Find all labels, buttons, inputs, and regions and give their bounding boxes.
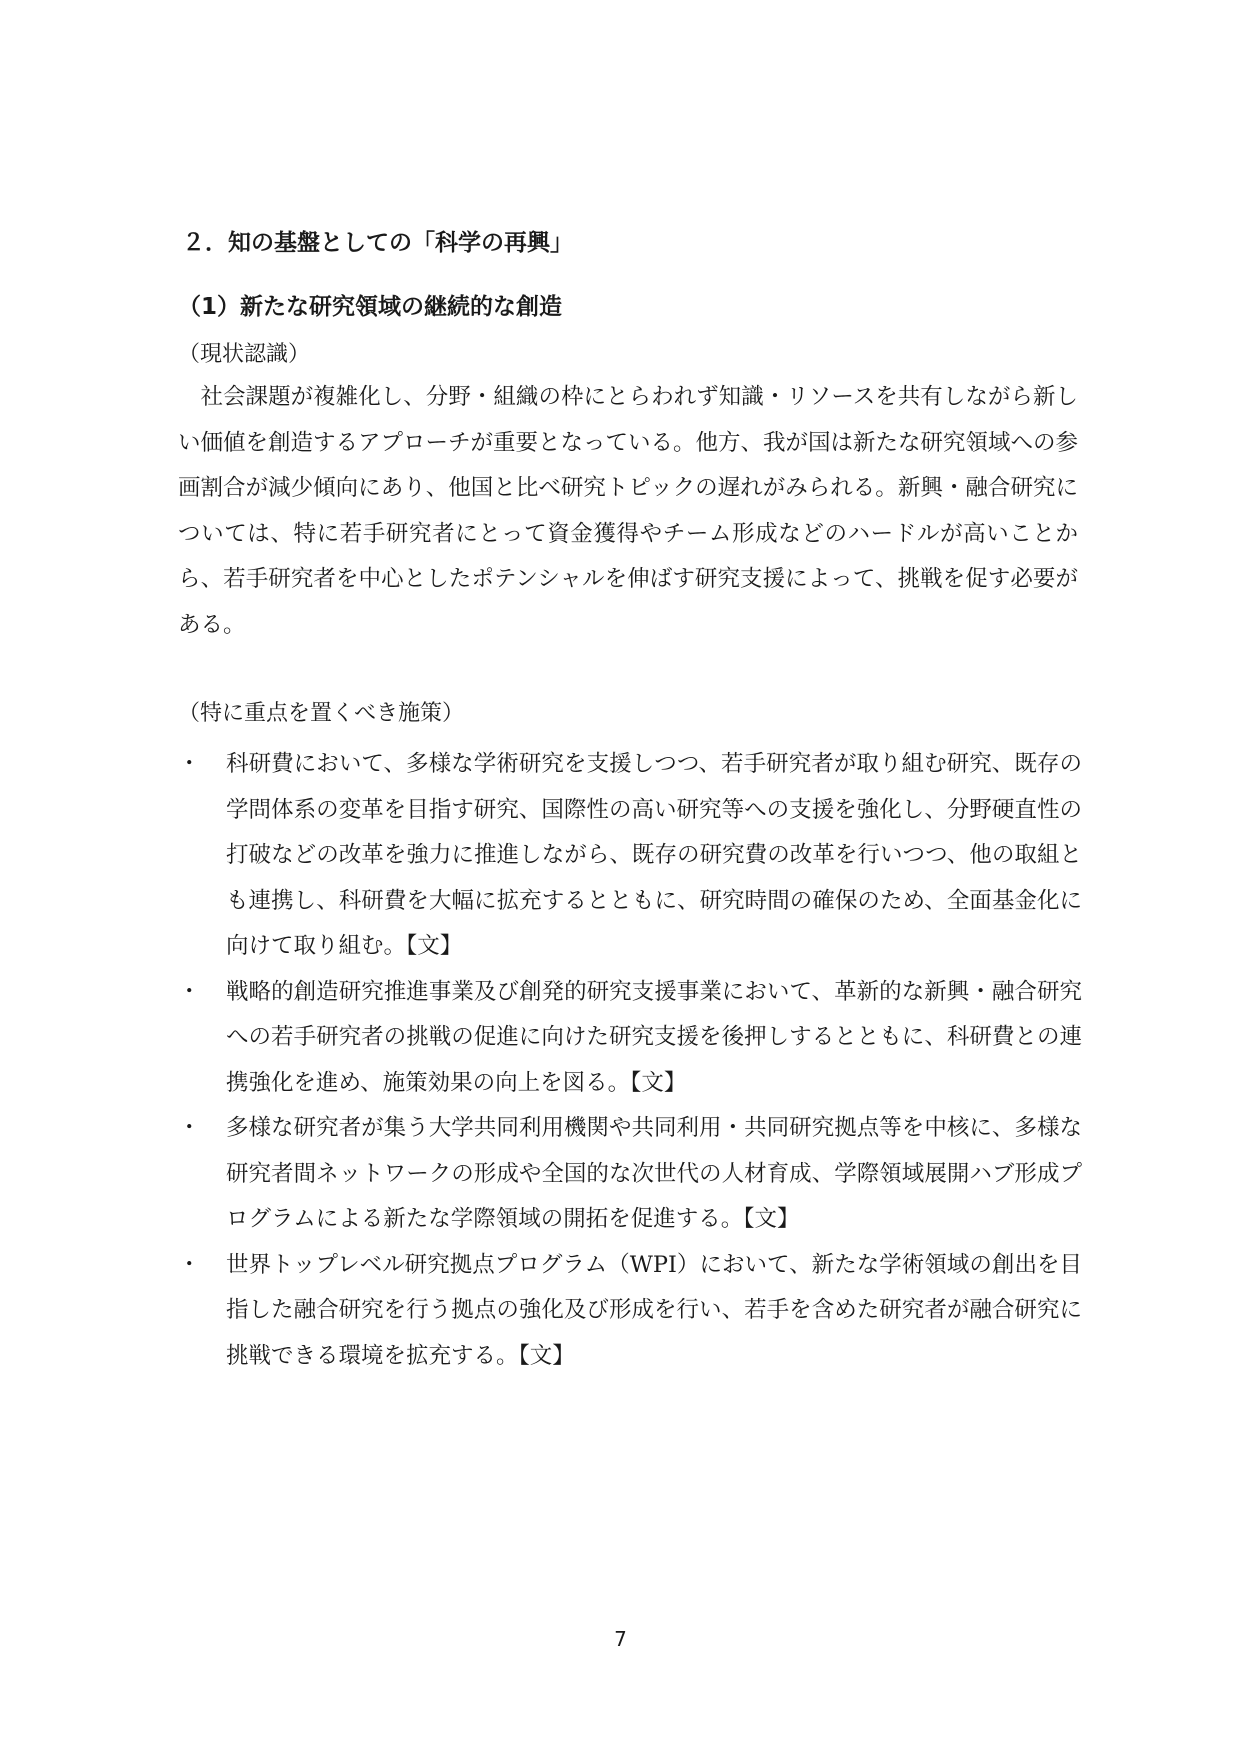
subsection-heading: （1）新たな研究領域の継続的な創造 — [178, 294, 563, 320]
current-situation-paragraph: 社会課題が複雑化し、分野・組織の枠にとらわれず知識・リソースを共有しながら新しい価値を創造するアプローチが重要となっている。他方、我が国は新たな研究領域への参画割合が減少傾向にあり、他国と比べ研究トピックの遅れがみられる。新興・融合研究については、特に若手研究者にとって資金獲得やチーム形成などのハードルが高いことから、若手研究者を中心としたポテンシャルを伸ばす研究支援によって、挑戦を促す必要がある。 — [178, 384, 1079, 638]
bullet-marker: ・ — [178, 978, 201, 1005]
list-item — [178, 1243, 1082, 1380]
bullet-marker: ・ — [178, 751, 201, 777]
list-item — [178, 1106, 1082, 1243]
section-heading: ２．知の基盤としての「科学の再興」 — [182, 230, 573, 256]
list-item — [178, 970, 1082, 1107]
list-item-text: 戦略的創造研究推進事業及び創発的研究支援事業において、革新的な新興・融合研究への若手研究者の挑戦の促進に向けた研究支援を後押しするとともに、科研費との連携強化を進め、施策効果の向上を図る。【文】 — [226, 978, 1082, 1096]
list-item-text: 世界トップレベル研究拠点プログラム（WPI）において、新たな学術領域の創出を目指した融合研究を行う拠点の強化及び形成を行い、若手を含めた研究者が融合研究に挑戦できる環境を拡充する。【文】 — [226, 1251, 1082, 1369]
priority-measures-label: （特に重点を置くべき施策） — [178, 701, 465, 726]
list-item — [178, 742, 1082, 970]
list-item-text: 科研費において、多様な学術研究を支援しつつ、若手研究者が取り組む研究、既存の学問体系の変革を目指す研究、国際性の高い研究等への支援を強化し、分野硬直性の打破などの改革を強力に推進しながら、既存の研究費の改革を行いつつ、他の取組とも連携し、科研費を大幅に拡充するとともに、研究時間の確保のため、全面基金化に向けて取り組む。【文】 — [226, 751, 1082, 959]
current-situation-label: （現状認識） — [178, 342, 311, 367]
bullet-marker: ・ — [178, 1115, 201, 1141]
list-item-text: 多様な研究者が集う大学共同利用機関や共同利用・共同研究拠点等を中核に、多様な研究者間ネットワークの形成や全国的な次世代の人材育成、学際領域展開ハブ形成プログラムによる新たな学際領域の開拓を促進する。【文】 — [226, 1115, 1082, 1232]
page-number: 7 — [614, 1627, 627, 1651]
priority-measures-list — [178, 742, 1082, 1379]
bullet-marker: ・ — [178, 1251, 201, 1278]
